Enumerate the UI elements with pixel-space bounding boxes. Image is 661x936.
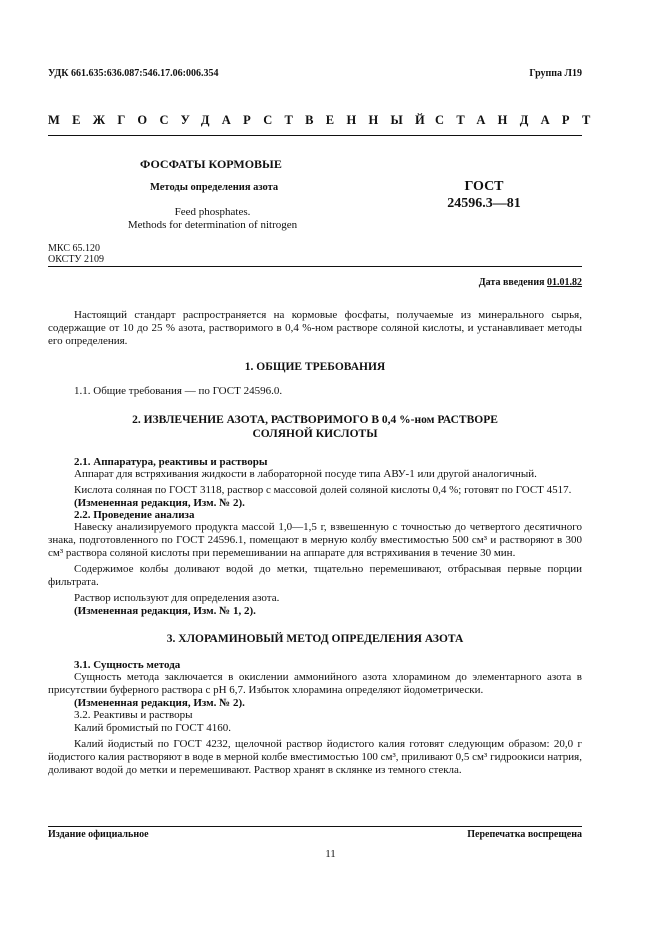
clause-3-1-heading: 3.1. Сущность метода bbox=[74, 659, 181, 671]
gost-label: ГОСТ bbox=[464, 179, 504, 194]
codes-rule bbox=[48, 266, 582, 267]
gost-number: 24596.3—81 bbox=[447, 196, 521, 211]
clause-3-2-text-a: Калий бромистый по ГОСТ 4160. bbox=[74, 722, 231, 734]
section-3-title: 3. ХЛОРАМИНОВЫЙ МЕТОД ОПРЕДЕЛЕНИЯ АЗОТА bbox=[166, 633, 464, 645]
document-body bbox=[48, 309, 582, 777]
english-title bbox=[100, 206, 325, 232]
clause-3-2-text-b: Калий йодистый по ГОСТ 4232, щелочной раствор йодистого калия готовят следующим образом: 20,0 г йодистого калия растворяют в воде в мерной колбе вместимостью 100 см³, приливают 0,5 см³ гидроокиси натрия, доливают водой до метки и перемешивают. Раствор хранят в склянке из темного стекла. bbox=[48, 738, 582, 776]
clause-2-2-text-b: Содержимое колбы доливают водой до метки, тщательно перемешивают, отбрасывая первые порции фильтрата. bbox=[48, 563, 582, 588]
reprint-prohibited: Перепечатка воспрещена bbox=[467, 829, 582, 840]
clause-2-2-heading: 2.2. Проведение анализа bbox=[74, 509, 195, 521]
section-2-title bbox=[48, 413, 582, 441]
clause-2-1-text-a: Аппарат для встряхивания жидкости в лабораторной посуде типа АВУ-1 или другой аналогичный. bbox=[74, 468, 537, 480]
section-2-title-line-2: СОЛЯНОЙ КИСЛОТЫ bbox=[252, 428, 378, 440]
clause-2-2-text-a: Навеску анализируемого продукта массой 1,0—1,5 г, взвешенную с точностью до четвертого десятичного знака, подготовленного по ГОСТ 24596.1, помещают в мерную колбу вместимостью 500 см³ и растворяют в 300 см³ раствора соляной кислоты при перемешивании на аппарате для встряхивания в течение 30 мин. bbox=[48, 521, 582, 559]
udk-code: УДК 661.635:636.087:546.17.06:006.354 bbox=[48, 68, 219, 79]
group-code: Группа Л19 bbox=[529, 68, 582, 79]
section-1-title: 1. ОБЩИЕ ТРЕБОВАНИЯ bbox=[244, 361, 386, 373]
footer-rule bbox=[48, 826, 582, 827]
gost-designation bbox=[410, 178, 558, 212]
doc-subtitle: Методы определения азота bbox=[150, 182, 279, 193]
okstu-code: ОКСТУ 2109 bbox=[48, 254, 105, 265]
amendment-note-3: (Измененная редакция, Изм. № 2). bbox=[74, 697, 245, 709]
intro-date-label: Дата введения bbox=[478, 277, 545, 288]
banner-standard: СТАНДАРТ bbox=[435, 113, 603, 127]
clause-3-2-heading: 3.2. Реактивы и растворы bbox=[74, 709, 193, 721]
amendment-note-2: (Измененная редакция, Изм. № 1, 2). bbox=[74, 605, 256, 617]
header-rule bbox=[48, 135, 582, 136]
intro-date-value: 01.01.82 bbox=[547, 277, 582, 288]
intro-date bbox=[479, 277, 582, 288]
banner-interstate: МЕЖГОСУДАРСТВЕННЫЙ bbox=[48, 113, 438, 127]
mks-code: МКС 65.120 bbox=[48, 243, 100, 254]
clause-2-2-text-c: Раствор используют для определения азота. bbox=[74, 592, 280, 604]
doc-title: ФОСФАТЫ КОРМОВЫЕ bbox=[140, 157, 282, 171]
clause-2-1-heading: 2.1. Аппаратура, реактивы и растворы bbox=[74, 456, 268, 468]
amendment-note-1: (Измененная редакция, Изм. № 2). bbox=[74, 497, 245, 509]
page-number: 11 bbox=[325, 848, 336, 860]
clause-3-1-text: Сущность метода заключается в окислении аммонийного азота хлорамином до элементарного азота в присутствии буферного раствора с pH 6,7. Избыток хлорамина определяют йодометрически. bbox=[48, 671, 582, 696]
section-2-title-line-1: 2. ИЗВЛЕЧЕНИЕ АЗОТА, РАСТВОРИМОГО В 0,4 %-ном РАСТВОРЕ bbox=[132, 414, 498, 426]
official-edition: Издание официальное bbox=[48, 829, 149, 840]
english-title-line-2: Methods for determination of nitrogen bbox=[127, 219, 298, 231]
clause-1-1: 1.1. Общие требования — по ГОСТ 24596.0. bbox=[74, 385, 283, 397]
clause-2-1-text-b: Кислота соляная по ГОСТ 3118, раствор с массовой долей соляной кислоты 0,4 %; готовят по ГОСТ 4517. bbox=[74, 484, 572, 496]
classification-codes bbox=[48, 243, 104, 265]
english-title-line-1: Feed phosphates. bbox=[174, 206, 251, 218]
intro-paragraph: Настоящий стандарт распространяется на кормовые фосфаты, получаемые из минерального сырья, содержащие от 10 до 25 % азота, растворимого в 0,4 %-ном растворе соляной кислоты, и устанавливает методы его определения. bbox=[48, 309, 582, 347]
